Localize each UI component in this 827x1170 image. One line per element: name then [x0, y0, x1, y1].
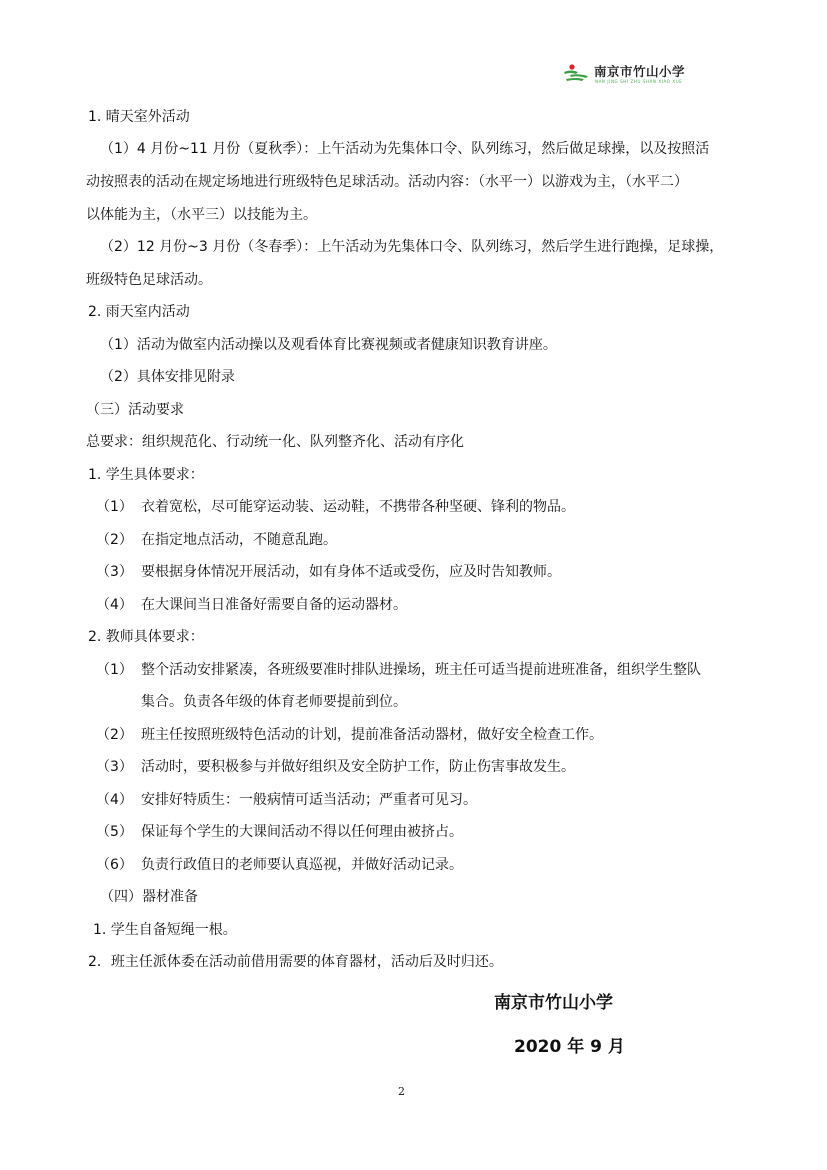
heading-teacher-requirements: 2. 教师具体要求： [88, 629, 204, 645]
general-requirements: 总要求：组织规范化、行动统一化、队列整齐化、活动有序化 [86, 434, 464, 450]
paragraph-line: （2）具体安排见附录 [100, 369, 235, 385]
paragraph-line: 班级特色足球活动。 [86, 272, 212, 288]
school-emblem-icon [562, 63, 592, 83]
list-item: （6） 负责行政值日的老师要认真巡视，并做好活动记录。 [96, 857, 463, 873]
paragraph-line: （2）12 月份~3 月份（冬春季）：上午活动为先集体口令、队列练习，然后学生进行跑操，足球操， [100, 239, 724, 255]
paragraph-line: （1）活动为做室内活动操以及观看体育比赛视频或者健康知识教育讲座。 [100, 337, 557, 353]
section-heading-equipment: （四）器材准备 [100, 889, 198, 905]
paragraph-line: （1）4 月份~11 月份（夏秋季）：上午活动为先集体口令、队列练习，然后做足球操，以及按照活 [100, 141, 710, 157]
list-item: （5） 保证每个学生的大课间活动不得以任何理由被挤占。 [96, 824, 463, 840]
page-number: 2 [398, 1085, 405, 1098]
heading-rainy-indoor: 2. 雨天室内活动 [88, 304, 190, 320]
list-item: 1. 学生自备短绳一根。 [93, 922, 237, 938]
heading-sunny-outdoor: 1. 晴天室外活动 [88, 109, 190, 125]
paragraph-line: 以体能为主，（水平三）以技能为主。 [86, 207, 317, 223]
signature-school-name: 南京市竹山小学 [494, 993, 613, 1013]
paragraph-line: 动按照表的活动在规定场地进行班级特色足球活动。活动内容：（水平一）以游戏为主，（水平二） [86, 174, 688, 190]
list-item: （3） 活动时，要积极参与并做好组织及安全防护工作，防止伤害事故发生。 [96, 759, 575, 775]
signature-date: 2020 年 9 月 [514, 1037, 625, 1057]
list-item-continuation: 集合。负责各年级的体育老师要提前到位。 [141, 694, 407, 710]
list-item: （2） 班主任按照班级特色活动的计划，提前准备活动器材，做好安全检查工作。 [96, 727, 603, 743]
list-item: （4） 在大课间当日准备好需要自备的运动器材。 [96, 597, 407, 613]
list-item: （3） 要根据身体情况开展活动，如有身体不适或受伤，应及时告知教师。 [96, 564, 561, 580]
list-item: （1） 整个活动安排紧凑，各班级要准时排队进操场，班主任可适当提前进班准备，组织学生整队 [96, 662, 701, 678]
logo-school-name: 南京市竹山小学 [594, 64, 686, 79]
list-item: 2．班主任派体委在活动前借用需要的体育器材，活动后及时归还。 [88, 954, 503, 970]
list-item: （4） 安排好特质生：一般病情可适当活动；严重者可见习。 [96, 792, 477, 808]
heading-student-requirements: 1. 学生具体要求： [88, 467, 204, 483]
list-item: （2） 在指定地点活动，不随意乱跑。 [96, 532, 337, 548]
logo-pinyin: NAN JING SHI ZHU SHAN XIAO XUE [595, 79, 683, 84]
section-heading-requirements: （三）活动要求 [86, 402, 184, 418]
school-logo [558, 58, 698, 88]
list-item: （1） 衣着宽松，尽可能穿运动装、运动鞋，不携带各种坚硬、锋利的物品。 [96, 499, 575, 515]
